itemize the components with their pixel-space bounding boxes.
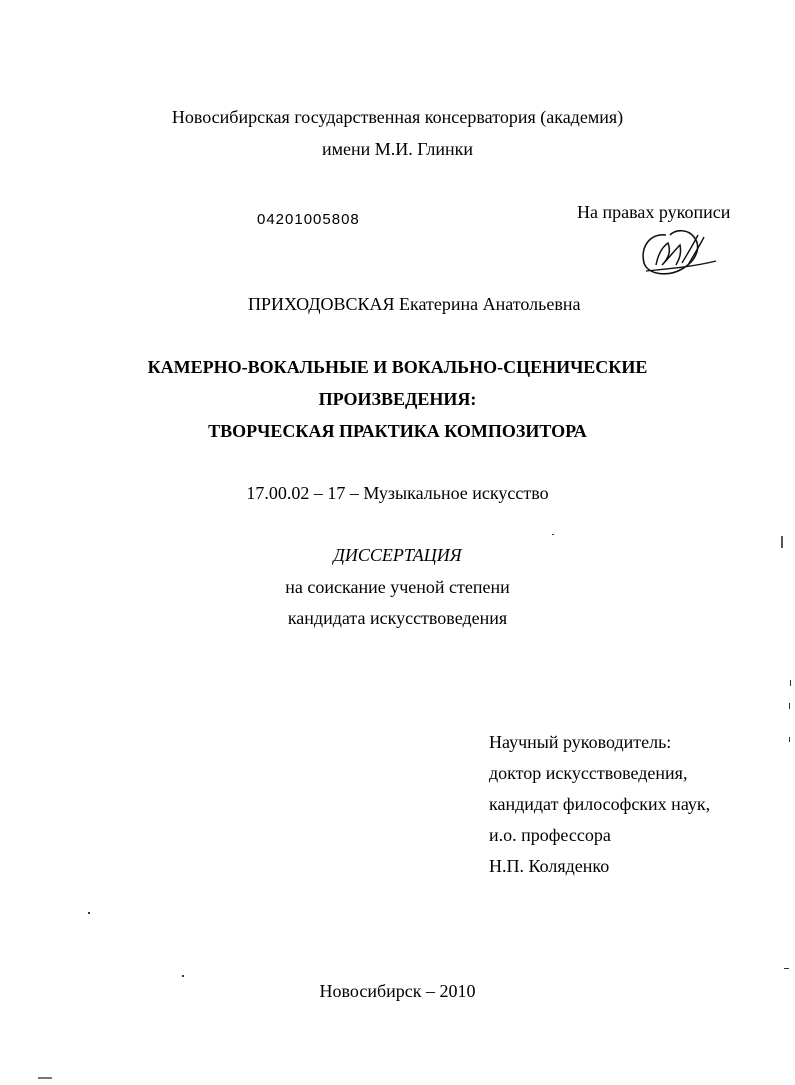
scan-speck: [552, 534, 554, 535]
institution-honorific: имени М.И. Глинки: [322, 139, 473, 159]
scan-speck: [182, 975, 184, 977]
author-surname: ПРИХОДОВСКАЯ: [248, 294, 395, 314]
degree-line-1: на соискание ученой степени: [285, 577, 510, 597]
specialty-code: 17.00.02 – 17 – Музыкальное искусство: [246, 483, 549, 503]
supervisor-label: Научный руководитель:: [489, 732, 672, 752]
handwritten-signature: [636, 225, 720, 279]
author-given-names: Екатерина Анатольевна: [399, 294, 581, 314]
supervisor-block: [489, 731, 710, 886]
scan-speck: [784, 968, 789, 969]
city-year: Новосибирск – 2010: [319, 981, 476, 1001]
scan-speck: [789, 703, 790, 709]
rights-note: На правах рукописи: [577, 202, 731, 222]
scan-speck: [790, 680, 791, 686]
supervisor-position: и.о. профессора: [489, 825, 611, 845]
scan-speck: [781, 536, 783, 548]
supervisor-degree-1: доктор искусствоведения,: [489, 763, 688, 783]
degree-line-2: кандидата искусствоведения: [287, 608, 508, 628]
scan-speck: [38, 1077, 52, 1079]
document-type: ДИССЕРТАЦИЯ: [333, 545, 462, 565]
document-number: 04201005808: [257, 211, 360, 228]
supervisor-name: Н.П. Коляденко: [489, 856, 610, 876]
scan-speck: [88, 912, 90, 914]
institution-name: Новосибирская государственная консерватория (академия): [171, 107, 624, 127]
scan-speck: [789, 737, 790, 742]
dissertation-title-line-2: ПРОИЗВЕДЕНИЯ:: [318, 389, 477, 409]
dissertation-title-line-1: КАМЕРНО-ВОКАЛЬНЫЕ И ВОКАЛЬНО-СЦЕНИЧЕСКИЕ: [147, 357, 648, 377]
supervisor-degree-2: кандидат философских наук,: [489, 794, 711, 814]
author-name: [248, 293, 580, 315]
dissertation-title-line-3: ТВОРЧЕСКАЯ ПРАКТИКА КОМПОЗИТОРА: [208, 421, 587, 441]
